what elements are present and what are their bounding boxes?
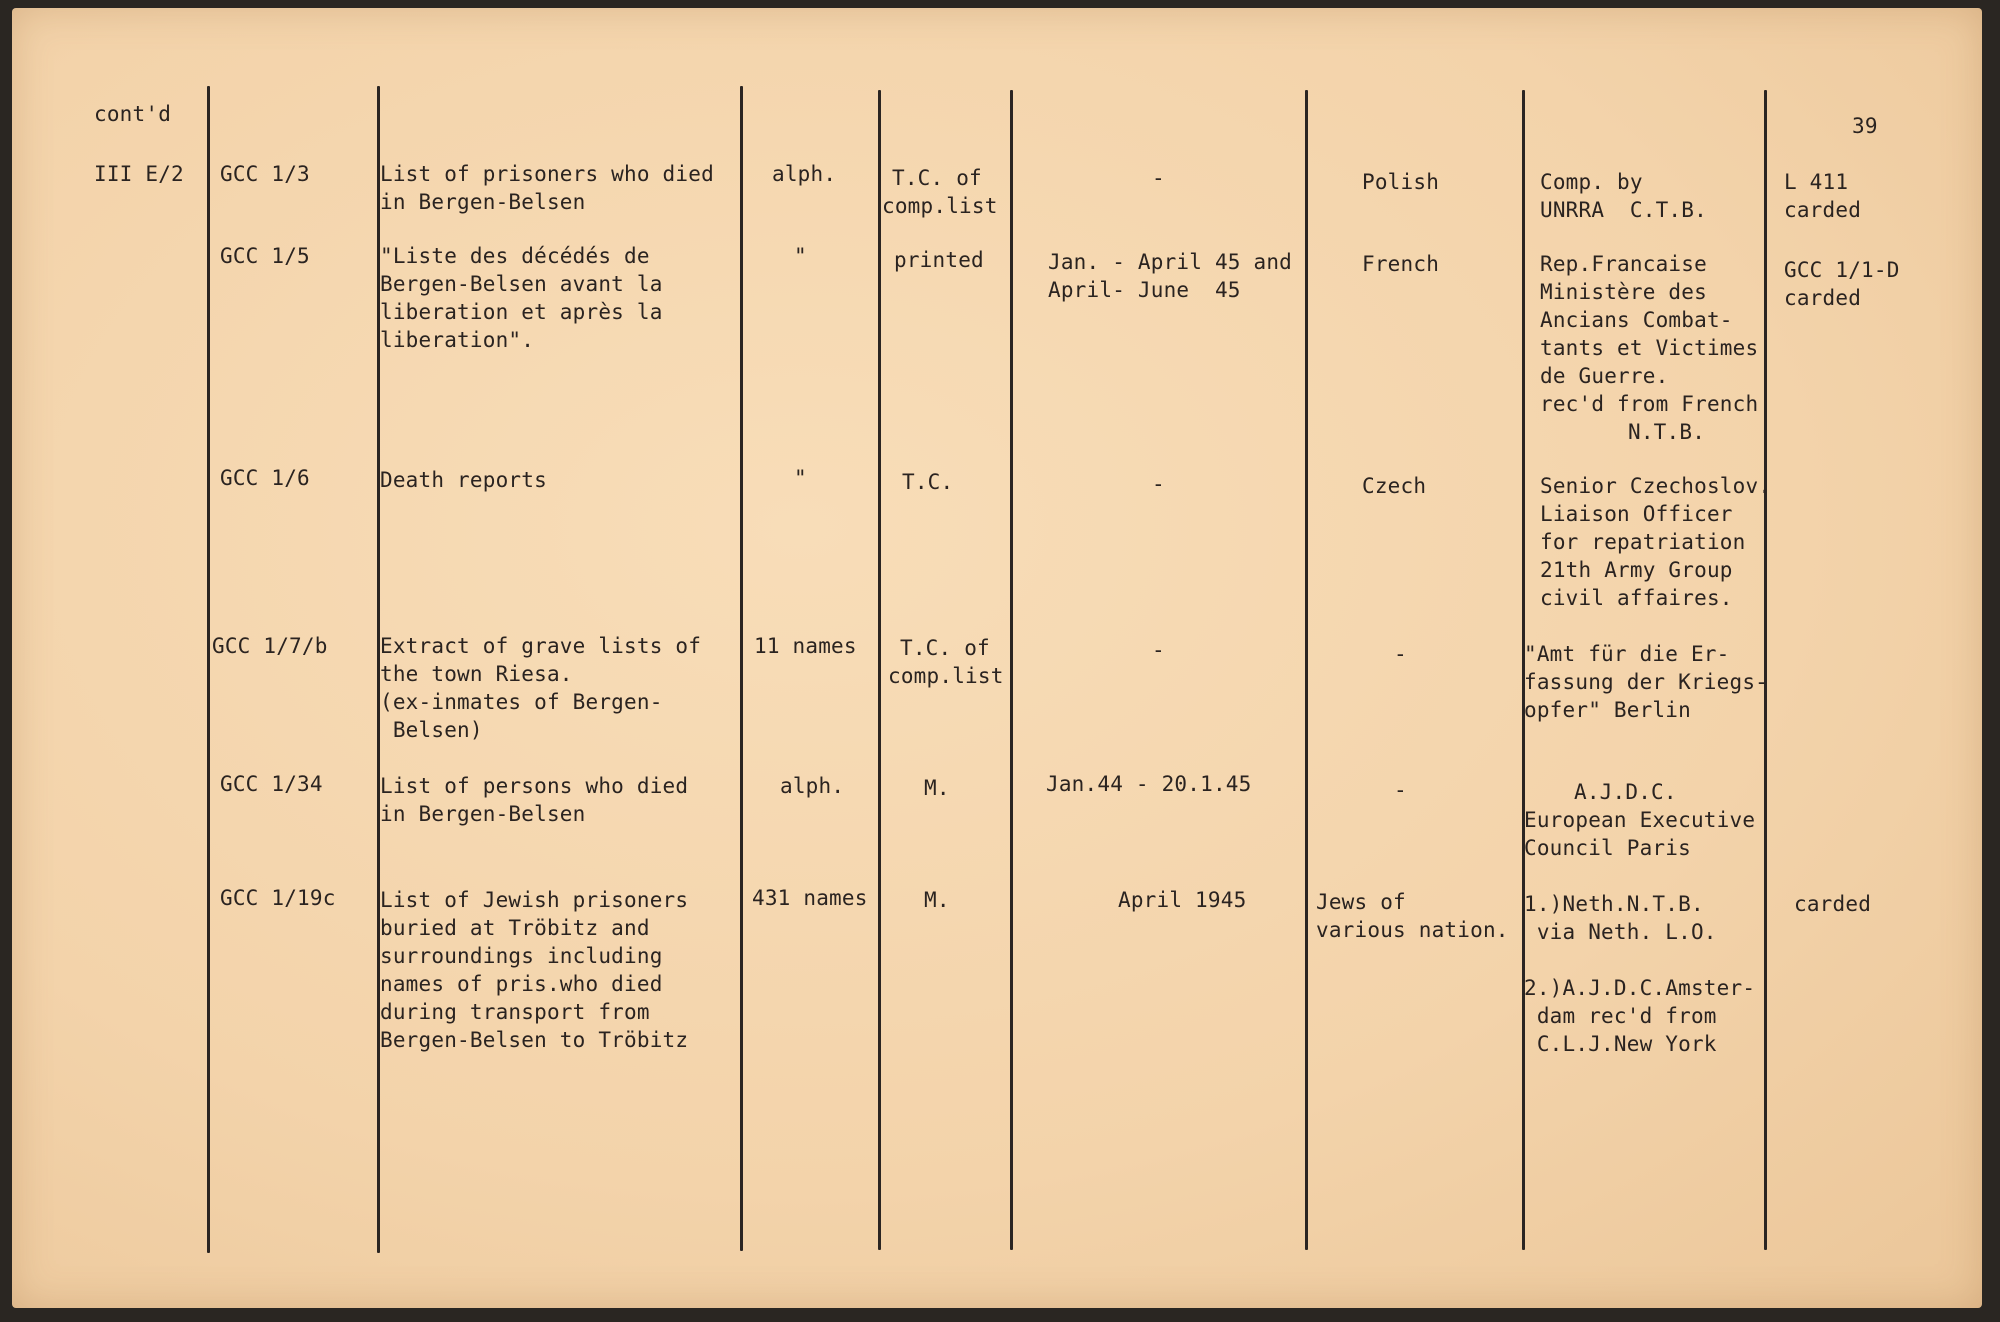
- row-period: April 1945: [1118, 888, 1247, 912]
- row-source: rec'd from French: [1540, 392, 1759, 416]
- row-source: 21th Army Group: [1540, 558, 1733, 582]
- column-rule: [1010, 90, 1013, 1250]
- row-arrangement: alph.: [780, 774, 845, 798]
- row-source: European Executive: [1524, 808, 1756, 832]
- row-title: Belsen): [380, 718, 483, 742]
- row-source: Comp. by: [1540, 170, 1643, 194]
- column-rule: [878, 90, 881, 1250]
- row-source: Ancians Combat-: [1540, 308, 1733, 332]
- row-arrangement: 431 names: [752, 886, 868, 910]
- row-source: A.J.D.C.: [1574, 780, 1677, 804]
- row-nationality: -: [1394, 778, 1407, 802]
- row-title: the town Riesa.: [380, 662, 573, 686]
- row-source: Council Paris: [1524, 836, 1691, 860]
- row-title: during transport from: [380, 1000, 650, 1024]
- column-rule: [1305, 90, 1308, 1250]
- row-source: "Amt für die Er-: [1524, 642, 1730, 666]
- row-source: dam rec'd from: [1524, 1004, 1717, 1028]
- row-source: de Guerre.: [1540, 364, 1669, 388]
- row-source: C.L.J.New York: [1524, 1032, 1717, 1056]
- row-form: comp.list: [882, 194, 998, 218]
- row-title: Death reports: [380, 468, 547, 492]
- page-number: 39: [1852, 114, 1878, 138]
- row-title: "Liste des décédés de: [380, 244, 650, 268]
- row-title: liberation et après la: [380, 300, 663, 324]
- row-arrangement: alph.: [772, 162, 837, 186]
- row-nationality: Polish: [1362, 170, 1440, 194]
- row-title: (ex-inmates of Bergen-: [380, 690, 663, 714]
- row-form: M.: [924, 776, 950, 800]
- row-period: -: [1152, 166, 1165, 190]
- row-title: List of Jewish prisoners: [380, 888, 689, 912]
- row-source: Senior Czechoslov.: [1540, 474, 1772, 498]
- contd-label: cont'd: [94, 102, 172, 126]
- row-title: liberation".: [380, 328, 535, 352]
- row-title: surroundings including: [380, 944, 663, 968]
- row-period: -: [1152, 472, 1165, 496]
- section-code: III E/2: [94, 162, 184, 186]
- row-source: UNRRA C.T.B.: [1540, 198, 1707, 222]
- row-remarks: carded: [1784, 286, 1862, 310]
- row-remarks: L 411: [1784, 170, 1849, 194]
- row-source: via Neth. L.O.: [1524, 920, 1717, 944]
- row-form: M.: [924, 888, 950, 912]
- row-nationality: Jews of: [1316, 890, 1406, 914]
- row-title: List of persons who died: [380, 774, 689, 798]
- row-title: buried at Tröbitz and: [380, 916, 650, 940]
- row-title: names of pris.who died: [380, 972, 663, 996]
- document-page: [12, 8, 1982, 1308]
- row-ref: GCC 1/19c: [220, 886, 336, 910]
- row-ref: GCC 1/3: [220, 162, 310, 186]
- row-period: -: [1152, 638, 1165, 662]
- row-form: comp.list: [888, 664, 1004, 688]
- row-period: Jan.44 - 20.1.45: [1046, 772, 1252, 796]
- row-ref: GCC 1/7/b: [212, 634, 328, 658]
- row-period: Jan. - April 45 and: [1048, 250, 1293, 274]
- row-period: April- June 45: [1048, 278, 1241, 302]
- row-source: Liaison Officer: [1540, 502, 1733, 526]
- row-source: N.T.B.: [1628, 420, 1706, 444]
- row-ref: GCC 1/6: [220, 466, 310, 490]
- row-form: T.C. of: [892, 166, 982, 190]
- row-remarks: carded: [1784, 198, 1862, 222]
- row-ref: GCC 1/5: [220, 244, 310, 268]
- row-ref: GCC 1/34: [220, 772, 323, 796]
- row-source: tants et Victimes: [1540, 336, 1759, 360]
- column-rule: [207, 86, 210, 1253]
- row-title: in Bergen-Belsen: [380, 802, 586, 826]
- row-source: for repatriation: [1540, 530, 1746, 554]
- row-title: in Bergen-Belsen: [380, 190, 586, 214]
- row-nationality: various nation.: [1316, 918, 1509, 942]
- row-form: T.C.: [902, 470, 954, 494]
- row-source: 1.)Neth.N.T.B.: [1524, 892, 1704, 916]
- row-form: T.C. of: [900, 636, 990, 660]
- row-form: printed: [894, 248, 984, 272]
- row-source: fassung der Kriegs-: [1524, 670, 1769, 694]
- row-title: List of prisoners who died: [380, 162, 714, 186]
- scan-border: [0, 1310, 2000, 1322]
- row-source: Ministère des: [1540, 280, 1707, 304]
- row-nationality: French: [1362, 252, 1440, 276]
- row-source: opfer" Berlin: [1524, 698, 1691, 722]
- row-nationality: -: [1394, 642, 1407, 666]
- column-rule: [740, 86, 743, 1251]
- row-title: Bergen-Belsen avant la: [380, 272, 663, 296]
- row-title: Bergen-Belsen to Tröbitz: [380, 1028, 689, 1052]
- row-nationality: Czech: [1362, 474, 1427, 498]
- row-title: Extract of grave lists of: [380, 634, 702, 658]
- row-arrangement: 11 names: [754, 634, 857, 658]
- row-arrangement: ": [794, 466, 807, 490]
- row-source: 2.)A.J.D.C.Amster-: [1524, 976, 1756, 1000]
- row-arrangement: ": [794, 244, 807, 268]
- row-remarks: carded: [1794, 892, 1872, 916]
- row-source: civil affaires.: [1540, 586, 1733, 610]
- row-remarks: GCC 1/1-D: [1784, 258, 1900, 282]
- row-source: Rep.Francaise: [1540, 252, 1707, 276]
